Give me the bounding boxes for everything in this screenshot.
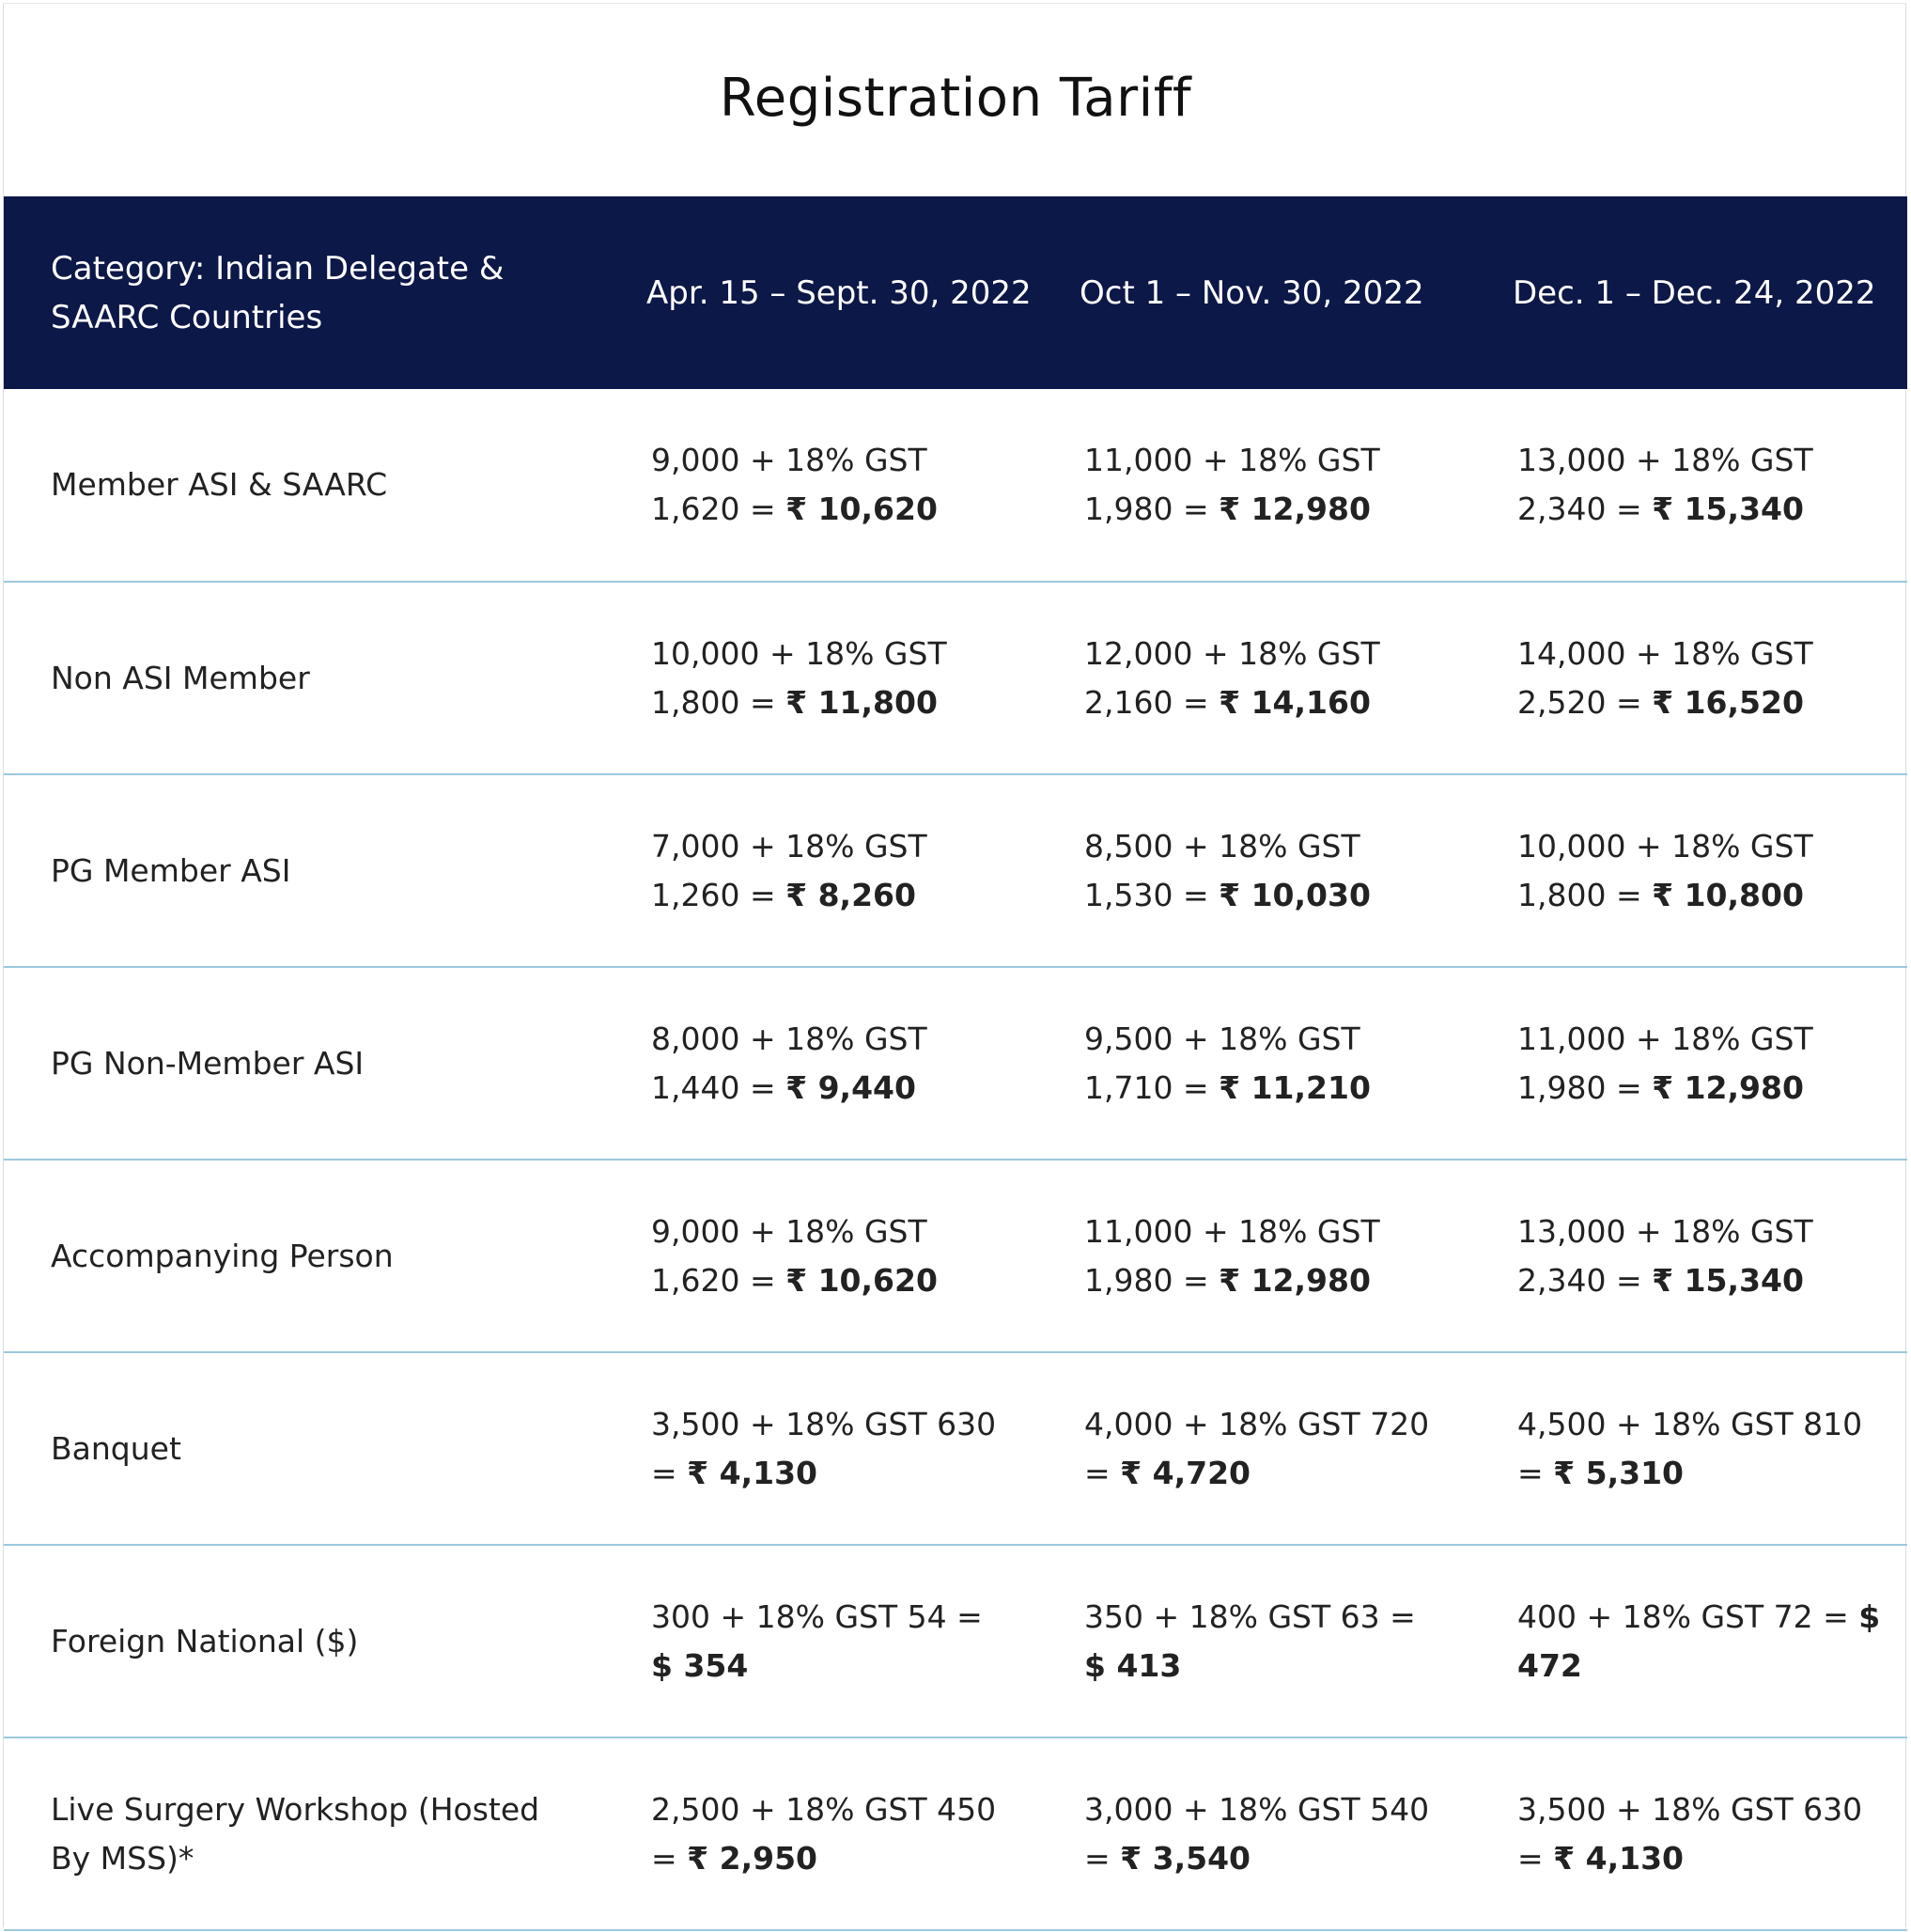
table-row [4, 967, 1907, 1160]
price-cell [1466, 967, 1907, 1160]
price-cell [1466, 1737, 1907, 1930]
price-cell [1466, 1352, 1907, 1545]
price-cell [1466, 774, 1907, 967]
price-formula: 3,000 + 18% GST 540 = [1084, 1790, 1430, 1877]
price-total: ₹ 9,440 [785, 1068, 916, 1106]
price-cell [599, 1352, 1033, 1545]
price-cell [1033, 1352, 1466, 1545]
table-row [4, 1545, 1907, 1737]
price-total: ₹ 10,030 [1219, 876, 1371, 913]
price-cell [599, 582, 1033, 774]
price-total: ₹ 11,210 [1219, 1068, 1371, 1106]
price-cell [1466, 1545, 1907, 1737]
price-formula: 7,000 + 18% GST 1,260 = [651, 827, 927, 913]
price-cell [1033, 1545, 1466, 1737]
price-total: ₹ 15,340 [1652, 491, 1804, 527]
price-total: ₹ 8,260 [785, 876, 916, 913]
price-cell [1033, 967, 1466, 1160]
price-formula: 9,000 + 18% GST 1,620 = [651, 1212, 927, 1299]
price-formula: 12,000 + 18% GST 2,160 = [1084, 634, 1380, 721]
price-cell [1033, 1160, 1466, 1352]
table-row [4, 774, 1907, 967]
price-total: ₹ 4,720 [1120, 1454, 1251, 1491]
price-total: $ 413 [1084, 1646, 1182, 1684]
header-category: Category: Indian Delegate & SAARC Countries [51, 249, 505, 336]
price-cell [599, 1160, 1033, 1352]
price-formula: 4,500 + 18% GST 810 = [1517, 1405, 1863, 1491]
row-category: Accompanying Person [51, 1237, 394, 1274]
price-cell [599, 967, 1033, 1160]
price-total: ₹ 2,950 [687, 1839, 817, 1877]
price-total: ₹ 4,130 [1553, 1839, 1684, 1877]
price-total: ₹ 10,620 [785, 1261, 938, 1299]
price-formula: 3,500 + 18% GST 630 = [651, 1405, 997, 1491]
price-total: ₹ 15,340 [1652, 1261, 1804, 1299]
price-formula: 9,500 + 18% GST 1,710 = [1084, 1020, 1360, 1106]
table-header-row [4, 196, 1907, 389]
row-category: PG Non-Member ASI [51, 1044, 365, 1082]
price-total: ₹ 10,800 [1652, 876, 1804, 913]
price-cell [1033, 1737, 1466, 1930]
row-category: Member ASI & SAARC [51, 466, 388, 503]
price-formula: 8,000 + 18% GST 1,440 = [651, 1020, 927, 1106]
price-formula: 11,000 + 18% GST 1,980 = [1084, 1212, 1380, 1299]
price-cell [1033, 774, 1466, 967]
price-formula: 11,000 + 18% GST 1,980 = [1084, 442, 1380, 527]
price-cell [599, 774, 1033, 967]
row-category: Foreign National ($) [51, 1622, 359, 1659]
price-formula: 350 + 18% GST 63 = [1084, 1597, 1416, 1635]
header-period-2: Oct 1 – Nov. 30, 2022 [1080, 273, 1424, 312]
price-cell [599, 1545, 1033, 1737]
price-formula: 10,000 + 18% GST 1,800 = [1517, 827, 1813, 913]
table-row [4, 1352, 1907, 1545]
price-total: ₹ 12,980 [1219, 1261, 1371, 1299]
price-formula: 3,500 + 18% GST 630 = [1517, 1790, 1863, 1877]
price-formula: 400 + 18% GST 72 = [1517, 1597, 1849, 1635]
table-row [4, 1160, 1907, 1352]
page-title: Registration Tariff [719, 68, 1192, 129]
row-category: Banquet [51, 1429, 181, 1467]
price-formula: 10,000 + 18% GST 1,800 = [651, 634, 947, 721]
price-formula: 2,500 + 18% GST 450 = [651, 1790, 997, 1877]
price-formula: 8,500 + 18% GST 1,530 = [1084, 827, 1360, 913]
price-total: ₹ 12,980 [1219, 491, 1371, 527]
header-period-3: Dec. 1 – Dec. 24, 2022 [1513, 273, 1876, 312]
price-formula: 11,000 + 18% GST 1,980 = [1517, 1020, 1813, 1106]
price-total: ₹ 16,520 [1652, 683, 1804, 721]
price-total: $ 472 [1517, 1597, 1881, 1684]
price-cell [1033, 582, 1466, 774]
table-row [4, 389, 1907, 582]
price-cell [1466, 582, 1907, 774]
row-category: PG Member ASI [51, 851, 291, 889]
price-total: $ 354 [651, 1646, 749, 1684]
price-cell [1466, 1160, 1907, 1352]
price-formula: 4,000 + 18% GST 720 = [1084, 1405, 1430, 1491]
price-total: ₹ 10,620 [785, 491, 938, 527]
price-total: ₹ 5,310 [1553, 1454, 1684, 1491]
price-total: ₹ 11,800 [785, 683, 938, 721]
header-period-1: Apr. 15 – Sept. 30, 2022 [646, 273, 1032, 312]
row-category: Non ASI Member [51, 659, 310, 696]
price-cell [1466, 389, 1907, 582]
price-cell [599, 1737, 1033, 1930]
tariff-table [4, 196, 1907, 1931]
price-cell [1033, 389, 1466, 582]
price-total: ₹ 12,980 [1652, 1068, 1804, 1106]
price-formula: 9,000 + 18% GST 1,620 = [651, 442, 927, 527]
table-body [4, 389, 1907, 1930]
price-formula: 14,000 + 18% GST 2,520 = [1517, 634, 1813, 721]
row-category: Live Surgery Workshop (Hosted By MSS)* [51, 1790, 540, 1877]
price-total: ₹ 4,130 [687, 1454, 817, 1491]
table-row [4, 1737, 1907, 1930]
price-total: ₹ 3,540 [1120, 1839, 1251, 1877]
price-formula: 300 + 18% GST 54 = [651, 1597, 983, 1635]
price-cell [599, 389, 1033, 582]
price-formula: 13,000 + 18% GST 2,340 = [1517, 1212, 1813, 1299]
price-total: ₹ 14,160 [1219, 683, 1371, 721]
table-row [4, 582, 1907, 774]
price-formula: 13,000 + 18% GST 2,340 = [1517, 442, 1813, 527]
